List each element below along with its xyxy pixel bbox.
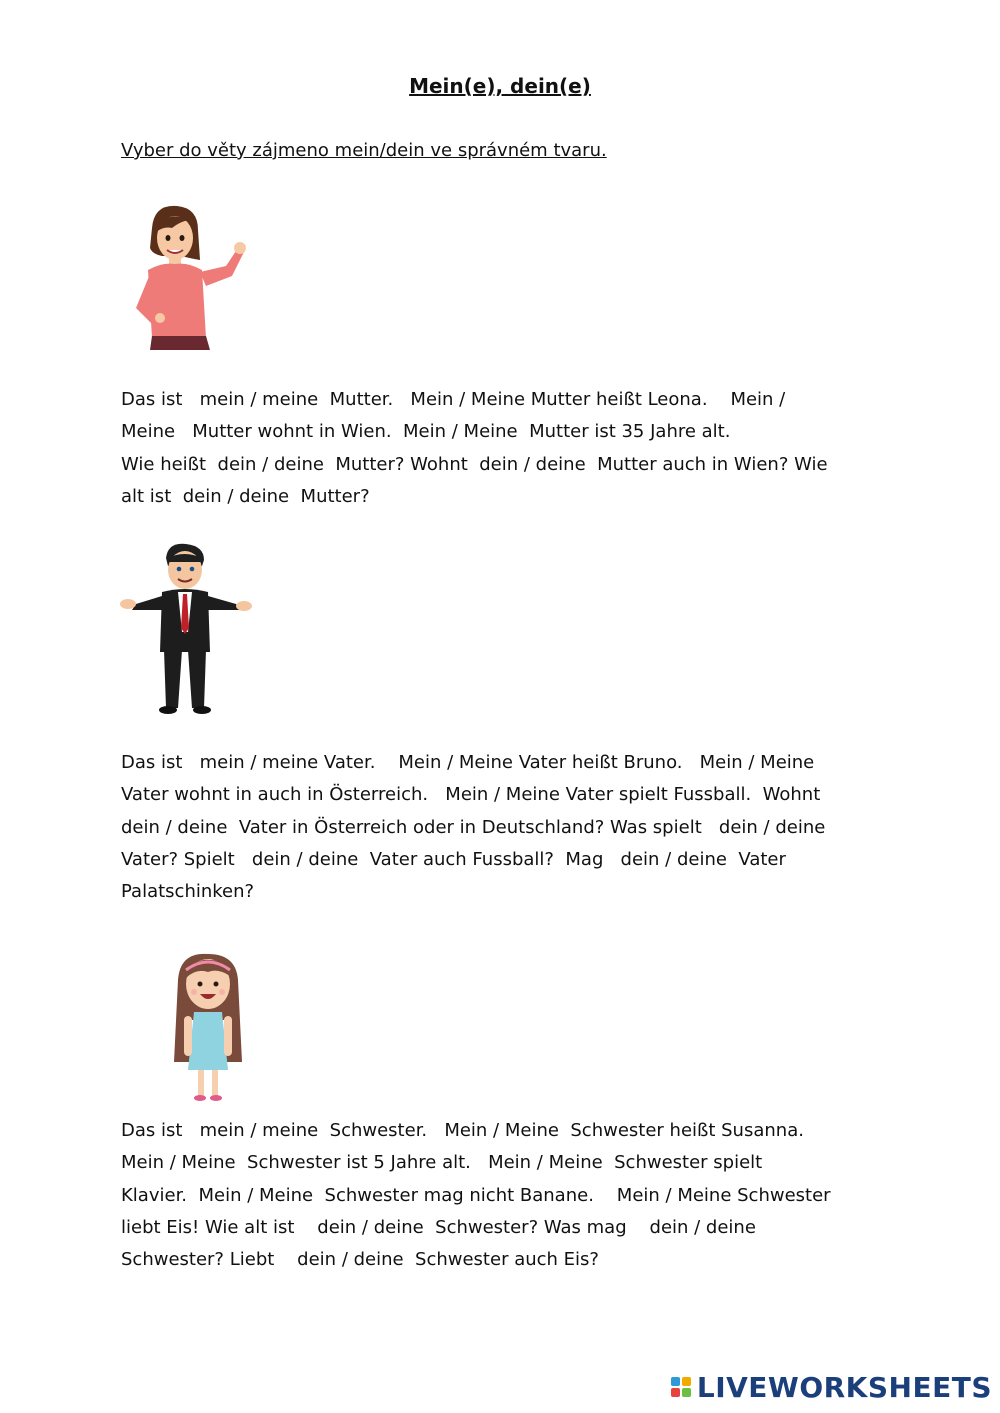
text-line: Das ist mein / meine Mutter. Mein / Meine Mutter heißt Leona. Mein / [121,389,786,410]
paragraph-mutter [121,384,901,513]
text-line: alt ist dein / deine Mutter? [121,485,370,507]
man-illustration [118,540,253,718]
text-line: dein / deine Vater in Österreich oder in Deutschland? Was spielt dein / deine [121,816,826,838]
text-line: Mein / Meine Schwester ist 5 Jahre alt. Mein / Meine Schwester spielt [121,1152,763,1174]
paragraph-vater [121,747,901,908]
text-line: Klavier. Mein / Meine Schwester mag nicht Banane. Mein / Meine Schwester [121,1184,831,1206]
text-line: Das ist mein / meine Vater. Mein / Meine Vater heißt Bruno. Mein / Meine [121,752,815,773]
liveworksheets-logo [671,1367,992,1407]
logo-text: LIVEWORKSHEETS [696,1370,992,1404]
paragraph-schwester [121,1115,901,1276]
text-line: Das ist mein / meine Schwester. Mein / Meine Schwester heißt Susanna. [121,1120,804,1141]
text-line: Wie heißt dein / deine Mutter? Wohnt dein / deine Mutter auch in Wien? Wie [121,453,828,475]
girl-illustration [164,950,254,1108]
text-line: Vater? Spielt dein / deine Vater auch Fussball? Mag dein / deine Vater [121,848,786,870]
logo-grid-icon [671,1377,691,1397]
text-line: Schwester? Liebt dein / deine Schwester auch Eis? [121,1249,599,1271]
text-line: Meine Mutter wohnt in Wien. Mein / Meine Mutter ist 35 Jahre alt. [121,421,731,443]
woman-illustration [122,198,262,358]
text-line: liebt Eis! Wie alt ist dein / deine Schwester? Was mag dein / deine [121,1216,756,1238]
instruction: Vyber do věty zájmeno mein/dein ve správném tvaru. [121,140,607,161]
text-line: Vater wohnt in auch in Österreich. Mein / Meine Vater spielt Fussball. Wohnt [121,784,821,806]
text-line: Palatschinken? [121,881,255,903]
worksheet-title: Mein(e), dein(e) [409,74,591,98]
